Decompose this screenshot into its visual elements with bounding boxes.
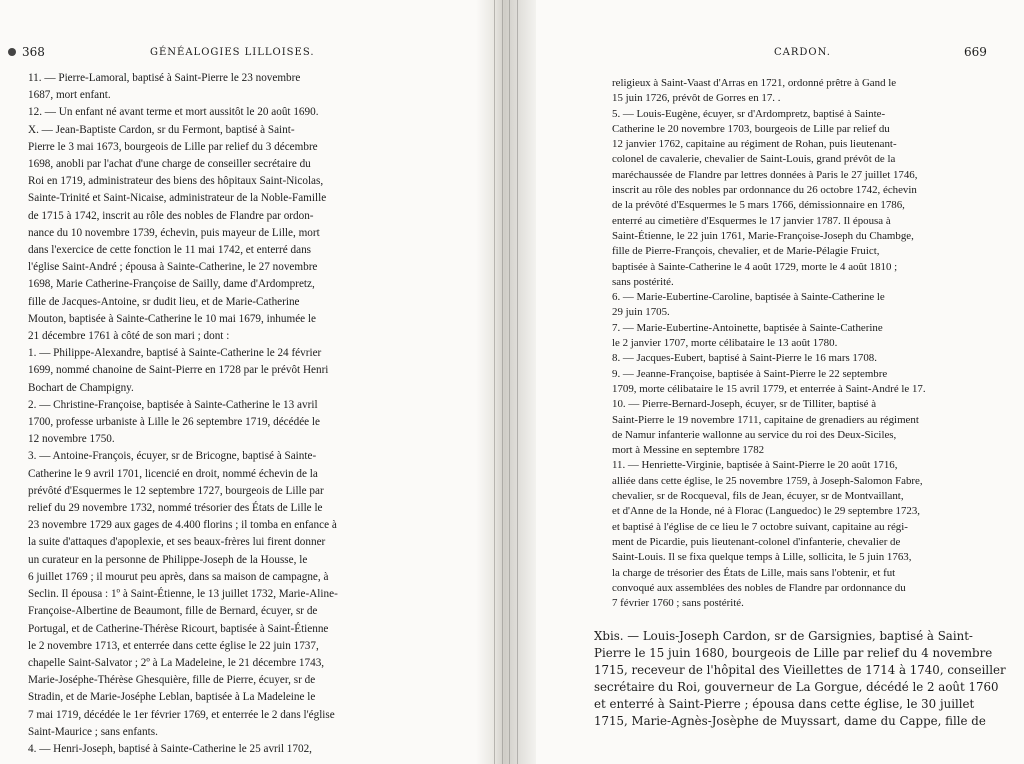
running-header: CARDON. [774, 47, 831, 58]
text-line: et baptisé à l'église de ce lieu le 7 octobre suivant, capitaine au régi- [612, 520, 908, 533]
text-line: prévôté d'Esquermes le 12 septembre 1727, bourgeois de Lille par [28, 484, 324, 497]
text-line: relief du 29 novembre 1732, nommé trésorier des États de Lille le [28, 502, 323, 515]
text-line: fille de Pierre-François, chevalier, et de Marie-Pélagie Fruict, [612, 245, 880, 258]
text-line: Pierre le 3 mai 1673, bourgeois de Lille par relief du 3 décembre [28, 140, 318, 153]
text-line: Saint-Étienne, le 22 juin 1761, Marie-Françoise-Joseph du Chambge, [612, 229, 914, 242]
text-line: 6. — Marie-Eubertine-Caroline, baptisée à Sainte-Catherine le [612, 291, 885, 304]
text-line: alliée dans cette église, le 25 novembre 1759, à Joseph-Salomon Fabre, [612, 474, 923, 487]
text-line: Stradin, et de Marie-Joséphe Leblan, baptisée à La Madeleine le [28, 691, 316, 704]
text-line: Mouton, baptisée à Sainte-Catherine le 10 mai 1679, inhumée le [28, 312, 317, 325]
text-line: inscrit au rôle des nobles par ordonnance du 26 octobre 1742, échevin [612, 184, 917, 197]
left-text-block [28, 70, 470, 758]
text-line: religieux à Saint-Vaast d'Arras en 1721, ordonné prêtre à Gand le [612, 77, 897, 89]
text-line: 1700, professe urbaniste à Lille le 26 septembre 1719, décédée le [28, 416, 321, 429]
text-line: fille de Jacques-Antoine, sr dudit lieu, et de Marie-Catherine [28, 295, 300, 308]
text-line: 29 juin 1705. [612, 306, 670, 319]
text-line: 7. — Marie-Eubertine-Antoinette, baptisée à Sainte-Catherine [612, 321, 883, 334]
text-line: Bochart de Champigny. [28, 381, 134, 394]
text-line: 2. — Christine-Françoise, baptisée à Sainte-Catherine le 13 avril [28, 398, 318, 411]
text-line: Sainte-Trinité et Saint-Nicaise, administrateur de la Noble-Famille [28, 192, 327, 205]
text-line: 7 mai 1719, décédée le 1er février 1769, et enterrée le 2 dans l'église [28, 708, 335, 721]
text-line: Portugal, et de Catherine-Thérèse Ricourt, baptisée à Saint-Étienne [28, 622, 329, 635]
text-line: le 2 janvier 1707, morte célibataire le 13 août 1780. [612, 337, 838, 350]
text-line: 11. — Henriette-Virginie, baptisée à Saint-Pierre le 20 août 1716, [612, 459, 898, 472]
text-line: 1687, mort enfant. [28, 89, 111, 102]
text-line: 1698, Marie Catherine-Françoise de Sailly, dame d'Ardompretz, [28, 278, 315, 291]
text-line: Pierre le 15 juin 1680, bourgeois de Lille par relief du 4 novembre [594, 646, 993, 660]
text-line: nance du 10 novembre 1739, échevin, puis mayeur de Lille, mort [28, 226, 320, 239]
text-line: et d'Anne de la Honde, né à Florac (Languedoc) le 29 septembre 1723, [612, 505, 921, 518]
text-line: chevalier, sr de Rocqueval, fils de Jean, écuyer, sr de Montvaillant, [612, 490, 904, 503]
text-line: colonel de cavalerie, chevalier de Saint-Louis, grand prévôt de la [612, 153, 896, 166]
text-line: 1715, Marie-Agnès-Josèphe de Muyssart, dame du Cappe, fille de [594, 714, 986, 728]
text-line: la suite d'attaques d'apoplexie, et ses beaux-frères lui firent donner [28, 536, 326, 549]
bis-paragraph [594, 628, 1014, 730]
text-line: 9. — Jeanne-Françoise, baptisée à Saint-Pierre le 22 septembre [612, 367, 888, 380]
text-line: 23 novembre 1729 aux gages de 4.400 florins ; il tomba en enfance à [28, 519, 337, 532]
text-line: 15 juin 1726, prévôt de Gorres en 17. . [612, 92, 781, 105]
text-line: la charge de trésorier des États de Lille, mais sans l'obtenir, et fut [612, 566, 896, 579]
text-line: 11. — Pierre-Lamoral, baptisé à Saint-Pierre le 23 novembre [28, 72, 301, 84]
text-line: 12 novembre 1750. [28, 433, 115, 446]
text-line: 1709, morte célibataire le 15 avril 1779, et enterrée à Saint-André le 17. [612, 382, 926, 395]
text-line: chapelle Saint-Salvator ; 2º à La Madeleine, le 21 décembre 1743, [28, 656, 325, 669]
text-line: 8. — Jacques-Eubert, baptisé à Saint-Pierre le 16 mars 1708. [612, 352, 877, 365]
text-line: 3. — Antoine-François, écuyer, sr de Bricogne, baptisé à Sainte- [28, 450, 317, 463]
text-line: 4. — Henri-Joseph, baptisé à Sainte-Catherine le 25 avril 1702, [28, 742, 312, 755]
text-line: 12. — Un enfant né avant terme et mort aussitôt le 20 août 1690. [28, 106, 319, 119]
text-line: Françoise-Albertine de Beaumont, fille de Bernard, écuyer, sr de [28, 605, 318, 618]
page-number: 368 [22, 45, 45, 59]
text-line: Roi en 1719, administrateur des biens des hôpitaux Saint-Nicolas, [28, 175, 324, 188]
text-line: un curateur en la personne de Philippe-Joseph de la Housse, le [28, 553, 308, 566]
text-line: de la prévôté d'Esquermes le 5 mars 1766, démissionnaire en 1786, [612, 199, 905, 212]
text-line: 12 janvier 1762, capitaine au régiment de Rohan, puis lieutenant- [612, 138, 897, 151]
text-line: secrétaire du Roi, gouverneur de La Gorgue, décédé le 2 août 1760 [594, 680, 999, 694]
text-line: baptisée à Sainte-Catherine le 4 août 1729, morte le 4 août 1810 ; [612, 260, 898, 273]
text-line: Seclin. Il épousa : 1º à Saint-Étienne, le 13 juillet 1732, Marie-Aline- [28, 588, 338, 601]
right-text-block [612, 76, 1012, 611]
right-page [532, 0, 1024, 764]
text-line: ment de Picardie, puis lieutenant-colonel d'infanterie, chevalier de [612, 535, 901, 548]
text-line: 1699, nommé chanoine de Saint-Pierre en 1728 par le prévôt Henri [28, 364, 329, 377]
page-number: 669 [964, 45, 987, 59]
text-line: convoqué aux assemblées des nobles de Flandre par ordonnance du [612, 581, 906, 594]
text-line: mort à Messine en septembre 1782 [612, 444, 765, 457]
text-line: Saint-Louis. Il se fixa quelque temps à Lille, sollicita, le 5 juin 1763, [612, 551, 912, 564]
text-line: dans l'exercice de cette fonction le 11 mai 1742, et enterré dans [28, 244, 312, 257]
text-line: et enterré à Saint-Pierre ; épousa dans cette église, le 30 juillet [594, 697, 975, 711]
text-line: Catherine le 20 novembre 1703, bourgeois de Lille par relief du [612, 122, 890, 135]
text-line: 21 décembre 1761 à côté de son mari ; dont : [28, 330, 230, 343]
text-line: enterré au cimetière d'Esquermes le 17 janvier 1787. Il épousa à [612, 214, 891, 227]
text-line: Saint-Maurice ; sans enfants. [28, 725, 158, 738]
text-line: Saint-Pierre le 19 novembre 1711, capitaine de grenadiers au régiment [612, 413, 919, 426]
text-line: X. — Jean-Baptiste Cardon, sr du Fermont, baptisé à Saint- [28, 123, 295, 136]
text-line: 5. — Louis-Eugène, écuyer, sr d'Ardompretz, baptisé à Sainte- [612, 107, 886, 120]
running-header: GÉNÉALOGIES LILLOISES. [150, 47, 315, 58]
text-line: 1698, anobli par l'achat d'une charge de conseiller secrétaire du [28, 158, 311, 171]
text-line: sans postérité. [612, 275, 674, 288]
text-line: Marie-Joséphe-Thérèse Ghesquière, fille de Pierre, écuyer, sr de [28, 674, 316, 687]
text-line: de 1715 à 1742, inscrit au rôle des nobles de Flandre par ordon- [28, 209, 314, 222]
text-line: 6 juillet 1769 ; il mourut peu après, dans sa maison de campagne, à [28, 570, 329, 583]
text-line: le 2 novembre 1713, et enterrée dans cette église le 22 juin 1737, [28, 639, 319, 652]
text-line: Xbis. — Louis-Joseph Cardon, sr de Garsignies, baptisé à Saint- [594, 629, 973, 643]
text-line: maréchaussée de Flandre par lettres données à Paris le 27 juillet 1746, [612, 168, 918, 181]
text-line: 10. — Pierre-Bernard-Joseph, écuyer, sr de Tilliter, baptisé à [612, 398, 877, 411]
left-page [0, 0, 496, 764]
text-line: 7 février 1760 ; sans postérité. [612, 597, 744, 610]
text-line: 1. — Philippe-Alexandre, baptisé à Sainte-Catherine le 24 février [28, 347, 322, 360]
text-line: Catherine le 9 avril 1701, licencié en droit, nommé échevin de la [28, 467, 318, 480]
ink-mark [8, 48, 16, 56]
text-line: 1715, receveur de l'hôpital des Vieillettes de 1714 à 1740, conseiller [594, 663, 1006, 677]
text-line: de Namur infanterie wallonne au service du roi des Deux-Siciles, [612, 428, 897, 441]
text-line: l'église Saint-André ; épousa à Sainte-Catherine, le 27 novembre [28, 261, 318, 274]
